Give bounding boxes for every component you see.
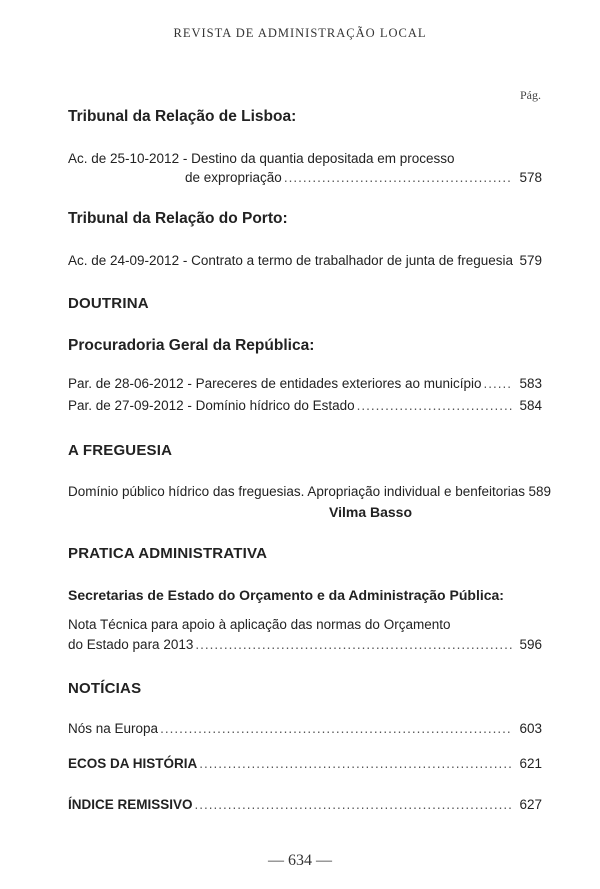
entry-text: ECOS DA HISTÓRIA [68,756,198,771]
entry-text: ÍNDICE REMISSIVO [68,797,193,812]
lisboa-entry-line1: Ac. de 25-10-2012 - Destino da quantia depositada em processo [68,151,455,166]
heading-procuradoria: Procuradoria Geral da República: [68,337,315,354]
toc-entry-indice-remissivo[interactable] [68,797,542,817]
page-number: 584 [519,398,542,413]
toc-entry-nota-tecnica[interactable] [68,637,542,657]
subheading-secretarias: Secretarias de Estado do Orçamento e da Administração Pública: [68,587,504,603]
toc-entry-porto[interactable] [68,253,542,273]
dot-leader [484,376,513,391]
entry-text: Par. de 27-09-2012 - Domínio hídrico do Estado [68,398,355,413]
page-number: 596 [519,637,542,652]
pratica-entry-line1: Nota Técnica para apoio à aplicação das normas do Orçamento [68,617,451,632]
pratica-entry-line2: do Estado para 2013 [68,637,194,652]
heading-tribunal-porto: Tribunal da Relação do Porto: [68,210,288,227]
dot-leader [199,756,512,771]
dot-leader [195,797,512,812]
toc-entry-freguesia[interactable] [68,484,552,504]
entry-text: Ac. de 24-09-2012 - Contrato a termo de trabalhador de junta de freguesia [68,253,514,268]
heading-noticias: NOTÍCIAS [68,680,142,697]
page-number: 627 [519,797,542,812]
entry-text: Domínio público hídrico das freguesias. Apropriação individual e benfeitorias [68,484,526,499]
toc-entry-lisboa[interactable] [68,170,542,190]
author-name: Vilma Basso [329,504,413,520]
heading-tribunal-lisboa: Tribunal da Relação de Lisboa: [68,108,297,125]
dot-leader [284,170,512,185]
page-number-footer: — 634 — [268,852,332,869]
page-number: 579 [519,253,542,268]
dot-leader [160,721,512,736]
dot-leader [195,637,512,652]
lisboa-entry-line2: de expropriação [185,170,282,185]
toc-entry-parecer-1[interactable] [68,376,542,396]
heading-pratica-administrativa: PRATICA ADMINISTRATIVA [68,545,268,562]
running-head: REVISTA DE ADMINISTRAÇÃO LOCAL [173,26,427,40]
heading-a-freguesia: A FREGUESIA [68,442,173,459]
heading-doutrina: DOUTRINA [68,295,149,312]
page-number: 603 [519,721,542,736]
page-number: 578 [519,170,542,185]
entry-text: Nós na Europa [68,721,159,736]
page-number: 583 [519,376,542,391]
toc-entry-ecos-da-historia[interactable] [68,756,542,776]
entry-text: Par. de 28-06-2012 - Pareceres de entidades exteriores ao município [68,376,482,391]
dot-leader [357,398,512,413]
toc-entry-nos-na-europa[interactable] [68,721,542,741]
toc-entry-parecer-2[interactable] [68,398,542,418]
page-number: 621 [519,756,542,771]
page-column-label: Pág. [520,88,541,102]
page-number: 589 [528,484,552,499]
